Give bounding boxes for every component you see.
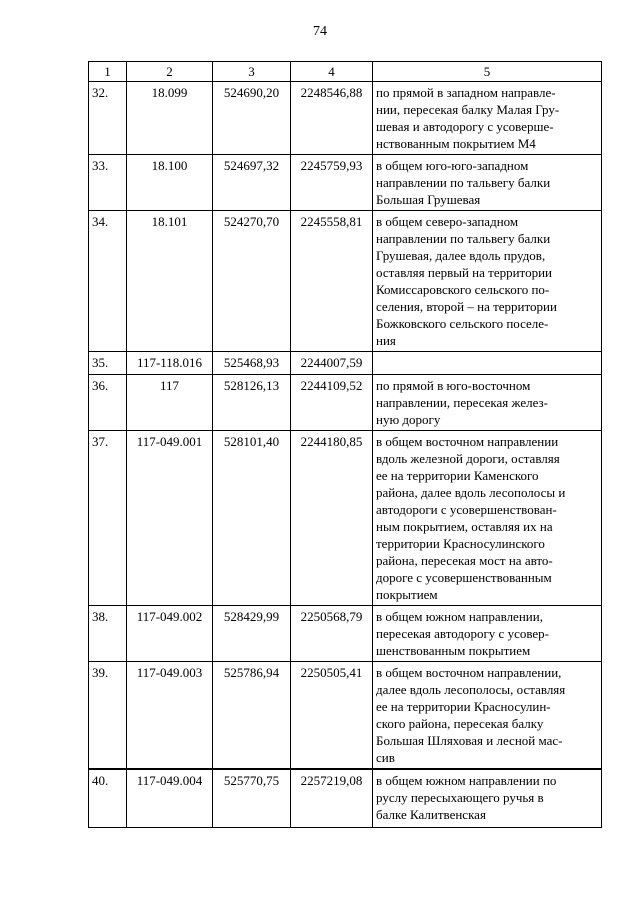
boundary-description: в общем северо-западном направлении по тальвегу балки Грушевая, далее вдоль прудов, оставляя первый на территории Комиссаровского сельского по- селения, второй – на территории Божковского сельского поселе- ния: [373, 211, 602, 352]
point-id: 117-049.004: [127, 769, 213, 827]
table-row: [89, 375, 602, 431]
coord-y: 2248546,88: [291, 82, 373, 155]
row-number: 38.: [89, 606, 127, 662]
boundary-description: [373, 352, 602, 375]
row-number: 32.: [89, 82, 127, 155]
table-header: [89, 62, 602, 82]
point-id: 18.100: [127, 155, 213, 211]
coord-y: 2244109,52: [291, 375, 373, 431]
row-number: 39.: [89, 662, 127, 770]
header-row: [89, 62, 602, 82]
coord-y: 2245759,93: [291, 155, 373, 211]
boundary-points-table: [88, 61, 602, 828]
row-number: 35.: [89, 352, 127, 375]
row-number: 40.: [89, 769, 127, 827]
table-row: [89, 431, 602, 606]
boundary-description: в общем восточном направлении вдоль железной дороги, оставляя ее на территории Каменского района, далее вдоль лесополосы и автодороги с усовершенствован- ным покрытием, оставляя их на территории Красносулинского района, пересекая мост на авто- дороге с усовершенствованным покрытием: [373, 431, 602, 606]
table-row: [89, 82, 602, 155]
coord-x: 528101,40: [213, 431, 291, 606]
coord-x: 524690,20: [213, 82, 291, 155]
boundary-description: в общем южном направлении по руслу пересыхающего ручья в балке Калитвенская: [373, 769, 602, 827]
header-col-5: 5: [373, 62, 602, 82]
coord-y: 2250505,41: [291, 662, 373, 770]
point-id: 18.101: [127, 211, 213, 352]
point-id: 117: [127, 375, 213, 431]
boundary-description: по прямой в западном направле- нии, пересекая балку Малая Гру- шевая и автодорогу с усоверше- нствованным покрытием М4: [373, 82, 602, 155]
point-id: 117-118.016: [127, 352, 213, 375]
coord-x: 524697,32: [213, 155, 291, 211]
page-number: 74: [313, 24, 327, 39]
coord-x: 525770,75: [213, 769, 291, 827]
coord-x: 525468,93: [213, 352, 291, 375]
table-row: [89, 769, 602, 827]
coord-x: 528429,99: [213, 606, 291, 662]
coord-y: 2245558,81: [291, 211, 373, 352]
coord-y: 2257219,08: [291, 769, 373, 827]
point-id: 117-049.003: [127, 662, 213, 770]
row-number: 37.: [89, 431, 127, 606]
table-body: [89, 82, 602, 828]
coord-y: 2250568,79: [291, 606, 373, 662]
boundary-description: в общем юго-юго-западном направлении по тальвегу балки Большая Грушевая: [373, 155, 602, 211]
row-number: 36.: [89, 375, 127, 431]
table-row: [89, 606, 602, 662]
coord-y: 2244180,85: [291, 431, 373, 606]
table-row: [89, 662, 602, 770]
boundary-description: в общем южном направлении, пересекая автодорогу с усовер- шенствованным покрытием: [373, 606, 602, 662]
header-col-4: 4: [291, 62, 373, 82]
coord-x: 525786,94: [213, 662, 291, 770]
point-id: 117-049.001: [127, 431, 213, 606]
coord-x: 524270,70: [213, 211, 291, 352]
table-row: [89, 352, 602, 375]
table-row: [89, 155, 602, 211]
boundary-description: в общем восточном направлении, далее вдоль лесополосы, оставляя ее на территории Красносулин- ского района, пересекая балку Большая Шляховая и лесной мас- сив: [373, 662, 602, 770]
header-col-2: 2: [127, 62, 213, 82]
coord-x: 528126,13: [213, 375, 291, 431]
header-col-1: 1: [89, 62, 127, 82]
row-number: 33.: [89, 155, 127, 211]
coord-y: 2244007,59: [291, 352, 373, 375]
point-id: 117-049.002: [127, 606, 213, 662]
table-row: [89, 211, 602, 352]
point-id: 18.099: [127, 82, 213, 155]
row-number: 34.: [89, 211, 127, 352]
boundary-description: по прямой в юго-восточном направлении, пересекая желез- ную дорогу: [373, 375, 602, 431]
header-col-3: 3: [213, 62, 291, 82]
